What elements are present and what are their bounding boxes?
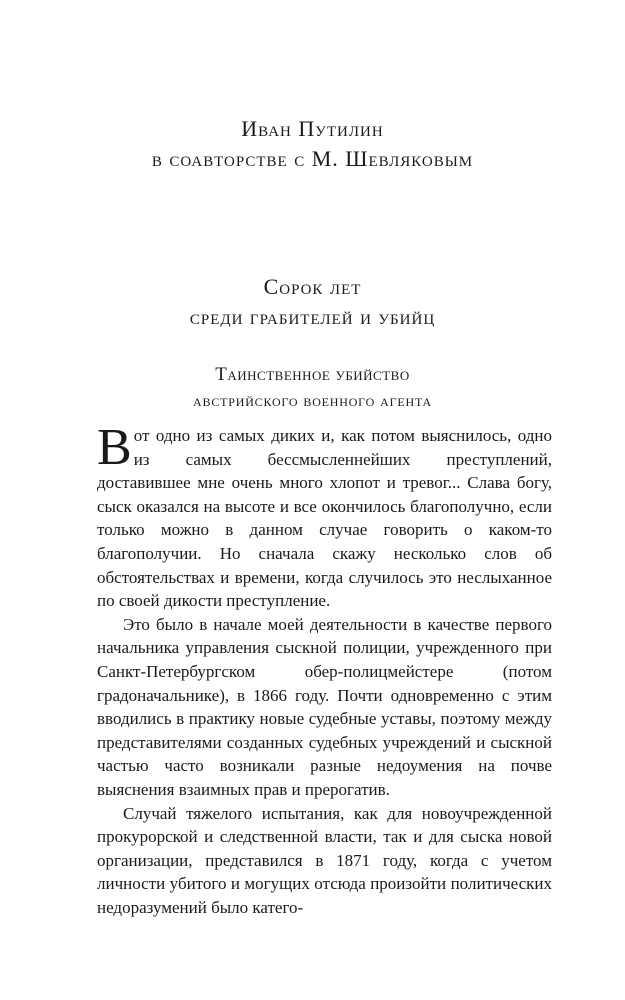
author-block [0, 114, 625, 174]
chapter-title [0, 362, 625, 414]
paragraph-2: Это было в начале моей деятельности в качестве первого начальника управления сыскной полиции, учрежденного при Санкт-Петербургском обер-полицмейстере (потом градоначальнике), в 1866 году. Почти одновременно с этим вводились в практику новые судебные уставы, поэтому между представителями созданных судебных учреждений и сыскной частью часто возникали разные недоумения на почве выяснения взаимных прав и прерогатив. [97, 614, 552, 799]
book-title [0, 272, 625, 332]
coauthor-line: в соавторстве с М. Шевляковым [151, 146, 474, 171]
chapter-title-line-1: Таинственное убийство [215, 364, 410, 385]
author-name: Иван Путилин [241, 116, 384, 141]
paragraph-3: Случай тяжелого испытания, как для новоучрежденной прокурорской и следственной власти, так и для сыска новой организации, представился в 1871 году, когда с учетом личности убитого и могущих отсюда произойти политических недоразумений было катего- [97, 803, 552, 917]
book-title-line-1: Сорок лет [263, 274, 362, 299]
body-text [97, 419, 552, 919]
paragraph-1-text: от одно из самых диких и, как потом выяснилось, одно из самых бессмысленнейших преступлений, доставившее мне очень много хлопот и тревог... Слава богу, сыск оказался на высоте и все окончилось благополучно, если только можно в данном случае говорить о каком-то благополучии. Но сначала скажу несколько слов об обстоятельствах и времени, когда случилось это неслыханное по своей дикости преступление. [97, 426, 552, 611]
paragraph-1 [97, 419, 552, 613]
book-title-line-2: среди грабителей и убийц [189, 304, 436, 329]
drop-cap: В [97, 419, 132, 476]
chapter-title-line-2: австрийского военного агента [193, 391, 432, 410]
